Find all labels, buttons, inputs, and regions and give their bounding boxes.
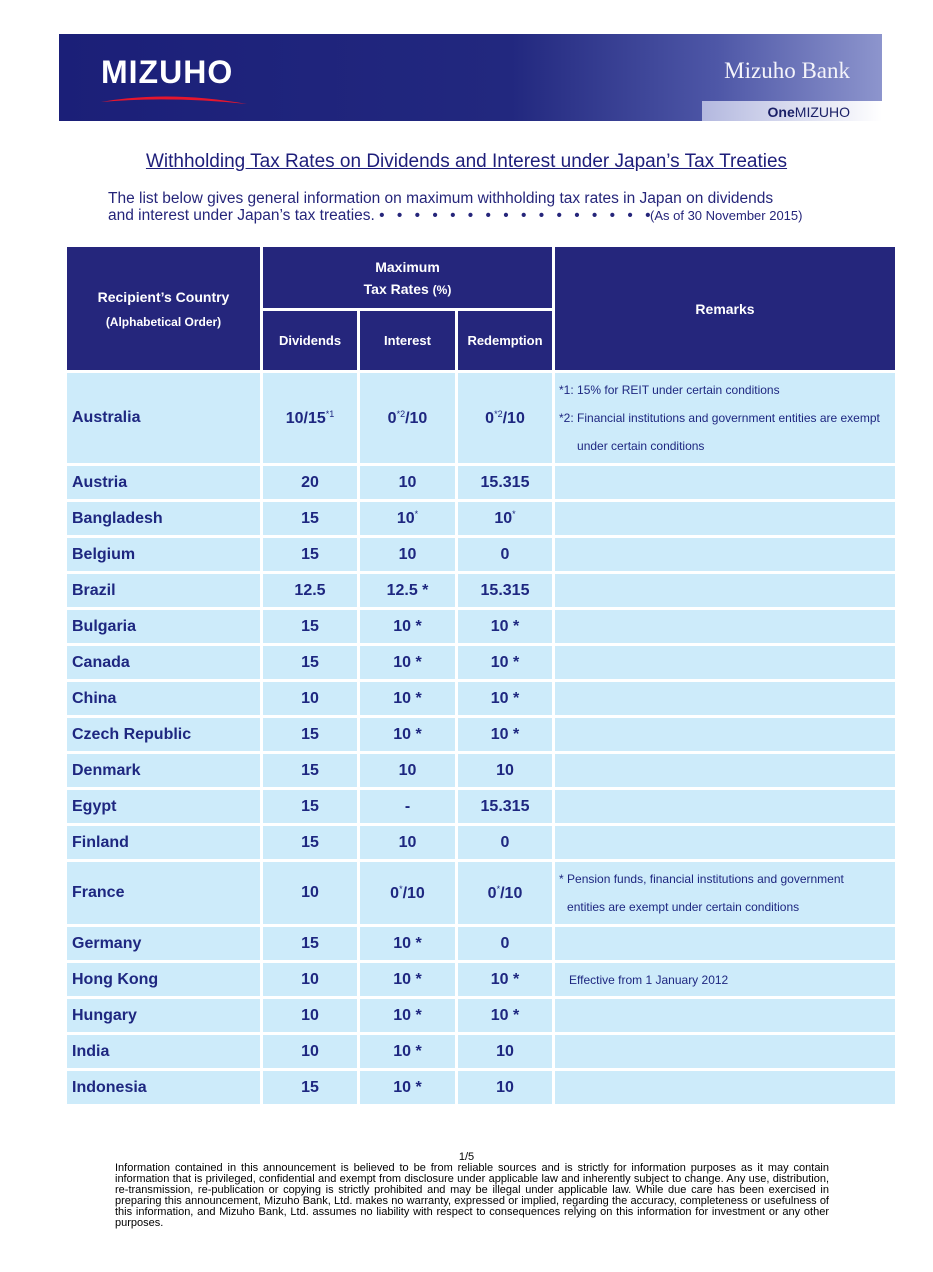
country-cell: Canada — [67, 646, 260, 679]
redemption-cell: 0*/10 — [458, 862, 552, 924]
remarks-cell — [555, 682, 895, 715]
redemption-cell: 15.315 — [458, 574, 552, 607]
remarks-cell — [555, 826, 895, 859]
dividends-cell: 15 — [263, 538, 357, 571]
interest-cell: 10 — [360, 754, 455, 787]
country-cell: Bangladesh — [67, 502, 260, 535]
table-row — [67, 574, 895, 607]
table-row — [67, 538, 895, 571]
remark-line: Effective from 1 January 2012 — [569, 972, 729, 987]
interest-cell: 10 * — [360, 927, 455, 960]
dividends-cell: 15 — [263, 718, 357, 751]
logo-swoosh-icon — [99, 92, 249, 106]
mizuho-logo: MIZUHO — [101, 54, 234, 90]
remark-line: * Pension funds, financial institutions and government — [559, 872, 844, 886]
redemption-cell: 10 * — [458, 682, 552, 715]
interest-cell: - — [360, 790, 455, 823]
redemption-cell: 10 — [458, 754, 552, 787]
header-interest: Interest — [360, 311, 455, 370]
redemption-cell: 10 * — [458, 718, 552, 751]
country-cell: France — [67, 862, 260, 924]
country-cell: India — [67, 1035, 260, 1068]
as-of-date: (As of 30 November 2015) — [650, 208, 803, 223]
interest-cell: 10 * — [360, 963, 455, 996]
remark-line: *1: 15% for REIT under certain conditions — [559, 383, 780, 397]
remarks-cell — [555, 574, 895, 607]
table-row — [67, 610, 895, 643]
dividends-cell: 10/15$^{*1}$ — [263, 373, 357, 463]
country-cell: Austria — [67, 466, 260, 499]
remark-line: entities are exempt under certain conditions — [567, 900, 800, 914]
country-cell: Hong Kong — [67, 963, 260, 996]
redemption-cell: 0$^{*2}$/10 — [458, 373, 552, 463]
table-row — [67, 1035, 895, 1068]
country-cell: Hungary — [67, 999, 260, 1032]
redemption-cell: 0 — [458, 927, 552, 960]
remarks-cell — [555, 790, 895, 823]
dividends-cell: 10 — [263, 682, 357, 715]
remarks-cell — [555, 610, 895, 643]
interest-cell: 0$^{*2}$/10 — [360, 373, 455, 463]
remarks-cell — [555, 466, 895, 499]
interest-cell: 0*/10 — [360, 862, 455, 924]
table-row — [67, 682, 895, 715]
dividends-cell: 15 — [263, 927, 357, 960]
interest-cell: 10 * — [360, 610, 455, 643]
dividends-cell: 15 — [263, 610, 357, 643]
dividends-cell: 15 — [263, 502, 357, 535]
dividends-cell: 10 — [263, 999, 357, 1032]
dividends-cell: 12.5 — [263, 574, 357, 607]
remarks-cell — [555, 646, 895, 679]
header-max-rates: Maximum Tax Rates (%) — [263, 247, 552, 308]
remark-line: *2: Financial institutions and government entities are exempt — [559, 411, 880, 425]
redemption-cell: 10 * — [458, 999, 552, 1032]
table-row — [67, 790, 895, 823]
interest-cell: 10 * — [360, 718, 455, 751]
disclaimer: Information contained in this announcement is believed to be from reliable sources and is strictly for information purposes as it may contain information that is privileged, confidential and exempt from disclosure under applicable law and inherently subject to change. Any use, distribution, re-transmission, re-publication or copying is strictly prohibited and may be illegal under applicable law. While due care has been exercised in preparing this announcement, Mizuho Bank, Ltd. makes no warranty, expressed or implied, regarding the accuracy, completeness or usefulness of this information, and Mizuho Bank, Ltd. assumes no liability with respect to consequences relying on this information for investment or any other purposes. — [115, 1162, 829, 1229]
interest-cell: 10 — [360, 826, 455, 859]
table-row — [67, 754, 895, 787]
country-cell: Brazil — [67, 574, 260, 607]
interest-cell: 12.5 * — [360, 574, 455, 607]
country-cell: Belgium — [67, 538, 260, 571]
interest-cell: 10 * — [360, 646, 455, 679]
remarks-cell — [555, 1035, 895, 1068]
dividends-cell: 15 — [263, 826, 357, 859]
country-cell: Finland — [67, 826, 260, 859]
header-dividends: Dividends — [263, 311, 357, 370]
redemption-cell: 15.315 — [458, 790, 552, 823]
remarks-cell — [555, 1071, 895, 1104]
remarks-cell — [555, 927, 895, 960]
interest-cell: 10 * — [360, 999, 455, 1032]
header-redemption: Redemption — [458, 311, 552, 370]
remarks-cell — [555, 963, 895, 996]
bank-name: Mizuho Bank — [724, 58, 850, 83]
table-row — [67, 1071, 895, 1104]
country-cell: Czech Republic — [67, 718, 260, 751]
dividends-cell: 15 — [263, 790, 357, 823]
page-number: 1/5 — [458, 1151, 475, 1163]
table-row — [67, 826, 895, 859]
country-cell: Indonesia — [67, 1071, 260, 1104]
redemption-cell: 15.315 — [458, 466, 552, 499]
table-row — [67, 466, 895, 499]
country-cell: Egypt — [67, 790, 260, 823]
interest-cell: 10* — [360, 502, 455, 535]
redemption-cell: 10 * — [458, 610, 552, 643]
interest-cell: 10 — [360, 538, 455, 571]
redemption-cell: 0 — [458, 826, 552, 859]
dividends-cell: 10 — [263, 862, 357, 924]
country-cell: China — [67, 682, 260, 715]
country-cell: Australia — [67, 373, 260, 463]
redemption-cell: 10 * — [458, 963, 552, 996]
redemption-cell: 10 * — [458, 646, 552, 679]
country-cell: Bulgaria — [67, 610, 260, 643]
intro-text: The list below gives general information on maximum withholding tax rates in Japan on dividends and interest under Japan’s tax treaties. • • • • • • • • • • • • • • • • — [108, 190, 774, 224]
tagline: OneMIZUHO — [767, 104, 850, 120]
table-row — [67, 373, 895, 463]
dividends-cell: 15 — [263, 646, 357, 679]
table-row — [67, 862, 895, 924]
redemption-cell: 10 — [458, 1071, 552, 1104]
tax-rates-table — [64, 244, 898, 1107]
table-row — [67, 718, 895, 751]
table-row — [67, 927, 895, 960]
header-banner — [59, 34, 882, 121]
interest-cell: 10 — [360, 466, 455, 499]
remarks-cell — [555, 754, 895, 787]
redemption-cell: 10* — [458, 502, 552, 535]
table-row — [67, 646, 895, 679]
dividends-cell: 10 — [263, 963, 357, 996]
interest-cell: 10 * — [360, 682, 455, 715]
remarks-cell — [555, 373, 895, 463]
table-row — [67, 999, 895, 1032]
redemption-cell: 0 — [458, 538, 552, 571]
remarks-cell — [555, 718, 895, 751]
remarks-cell — [555, 862, 895, 924]
dividends-cell: 15 — [263, 1071, 357, 1104]
header-remarks: Remarks — [555, 247, 895, 370]
dividends-cell: 20 — [263, 466, 357, 499]
remarks-cell — [555, 999, 895, 1032]
table-row — [67, 502, 895, 535]
dividends-cell: 10 — [263, 1035, 357, 1068]
remarks-cell — [555, 502, 895, 535]
dividends-cell: 15 — [263, 754, 357, 787]
remarks-cell — [555, 538, 895, 571]
document-title: Withholding Tax Rates on Dividends and Interest under Japan’s Tax Treaties — [145, 151, 788, 172]
country-cell: Denmark — [67, 754, 260, 787]
redemption-cell: 10 — [458, 1035, 552, 1068]
interest-cell: 10 * — [360, 1071, 455, 1104]
interest-cell: 10 * — [360, 1035, 455, 1068]
header-country: Recipient’s Country (Alphabetical Order) — [67, 247, 260, 370]
remark-line: under certain conditions — [577, 439, 705, 453]
country-cell: Germany — [67, 927, 260, 960]
table-row — [67, 963, 895, 996]
